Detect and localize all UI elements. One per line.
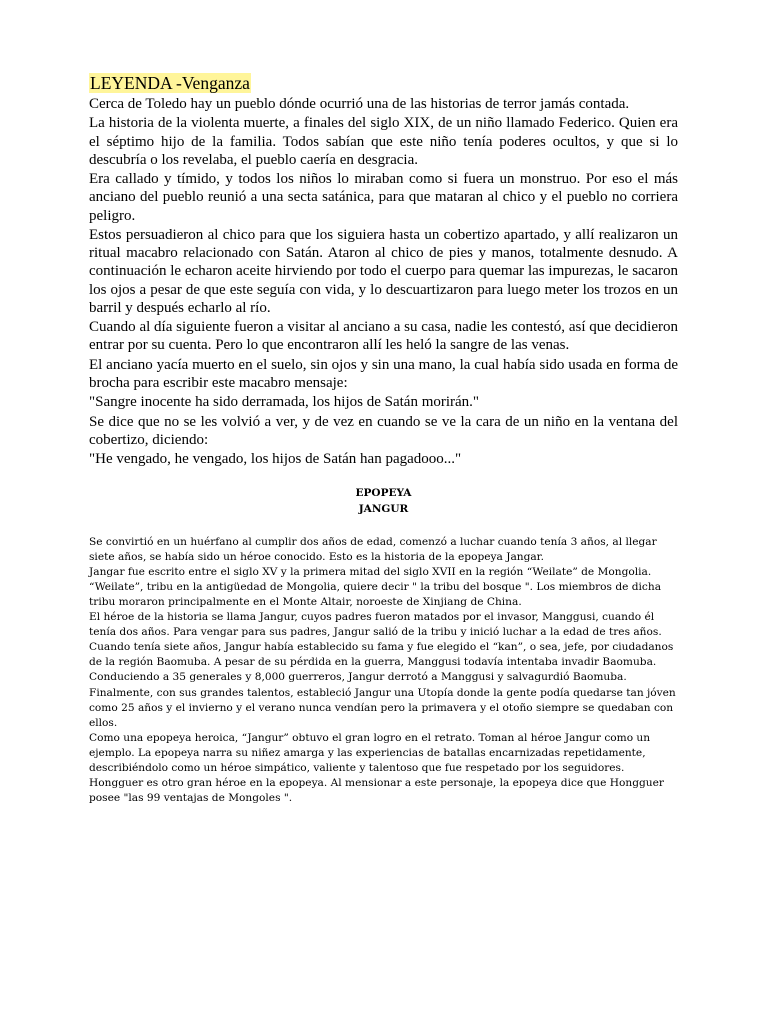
legend-body bbox=[89, 95, 678, 469]
epic-heading-line-1: EPOPEYA bbox=[355, 486, 412, 499]
document-page bbox=[89, 73, 678, 806]
legend-paragraph: Cerca de Toledo hay un pueblo dónde ocurrió una de las historias de terror jamás contada. bbox=[89, 96, 630, 112]
legend-paragraph: Estos persuadieron al chico para que los siguiera hasta un cobertizo apartado, y allí realizaron un ritual macabro relacionado con Satán. Ataron al chico de pies y manos, totalmente desnudo. A continuación le echaron aceite hirviendo por todo el cuerpo para quemar las impurezas, le sacaron los ojos a pesar de que este seguía con vida, y lo descuartizaron para luego meter los trozos en un barril y después echarlo al río. bbox=[89, 226, 678, 316]
legend-paragraph: La historia de la violenta muerte, a finales del siglo XIX, de un niño llamado Federico. Quien era el séptimo hijo de la familia. Todos sabían que este niño tenía poderes ocultos, y que si lo descubría o los revelaba, el pueblo caería en desgracia. bbox=[89, 115, 678, 168]
legend-quote: "Sangre inocente ha sido derramada, los hijos de Satán morirán." bbox=[89, 394, 480, 411]
legend-paragraph: Cuando al día siguiente fueron a visitar al anciano a su casa, nadie les contestó, así que decidieron entrar por su cuenta. Pero lo que encontraron allí les heló la sangre de las venas. bbox=[89, 319, 678, 354]
legend-paragraph: Se dice que no se les volvió a ver, y de vez en cuando se ve la cara de un niño en la ventana del cobertizo, diciendo: bbox=[89, 413, 678, 448]
epic-body bbox=[89, 535, 678, 807]
epic-paragraph: El héroe de la historia se llama Jangur, cuyos padres fueron matados por el invasor, Manggusi, cuando él tenía dos años. Para vengar para sus padres, Jangur salió de la tribu y inició luchar a la edad de tres años. Cuando tenía siete años, Jangur había establecido su fama y fue elegido el “kan”, o sea, jefe, por ciudadanos de la región Baomuba. A pesar de su pérdida en la guerra, Manggusi todavía intentaba invadir Baomuba. Conduciendo a 35 generales y 8,000 guerreros, Jangur derrotó a Manggusi y salvagurdió Baomuba. Finalmente, con sus grandes talentos, estableció Jangur una Utopía donde la gente podía quedarse tan jóven como 25 años y el invierno y el verano nunca vendían pero la primavera y el otoño siempre se quedaban con ellos. bbox=[89, 611, 676, 729]
epic-heading bbox=[89, 485, 678, 517]
legend-title-highlight: LEYENDA -Venganza bbox=[90, 73, 250, 93]
epic-paragraph: Como una epopeya heroica, “Jangur” obtuvo el gran logro en el retrato. Toman al héroe Jangur como un ejemplo. La epopeya narra su niñez amarga y las experiencias de batallas encarnizadas repetidamente, describiéndolo como un héroe simpático, valiente y talentoso que fue respetado por los seguidores. Hongguer es otro gran héroe en la epopeya. Al mensionar a este personaje, la epopeya dice que Hongguer posee "las 99 ventajas de Mongoles ". bbox=[89, 731, 664, 805]
legend-quote: "He vengado, he vengado, los hijos de Satán han pagadooo..." bbox=[89, 451, 462, 468]
legend-paragraph: Era callado y tímido, y todos los niños lo miraban como si fuera un monstruo. Por eso el más anciano del pueblo reunió a una secta satánica, para que mataran al chico y el pueblo no corriera peligro. bbox=[89, 171, 678, 224]
epic-paragraph: Se convirtió en un huérfano al cumplir dos años de edad, comenzó a luchar cuando tenía 3 años, al llegar siete años, se había sido un héroe conocido. Esto es la historia de la epopeya Jangar. bbox=[89, 535, 657, 563]
epic-heading-line-2: JANGUR bbox=[358, 502, 409, 515]
epic-paragraph: Jangar fue escrito entre el siglo XV y la primera mitad del siglo XVII en la región “Weilate” de Mongolia. “Weilate”, tribu en la antigüedad de Mongolia, quiere decir " la tribu del bosque ". Los miembros de dicha tribu moraron principalmente en el Monte Altair, noroeste de Xinjiang de China. bbox=[89, 565, 662, 608]
legend-title bbox=[89, 73, 678, 93]
legend-paragraph: El anciano yacía muerto en el suelo, sin ojos y sin una mano, la cual había sido usada en forma de brocha para escribir este macabro mensaje: bbox=[89, 356, 678, 391]
